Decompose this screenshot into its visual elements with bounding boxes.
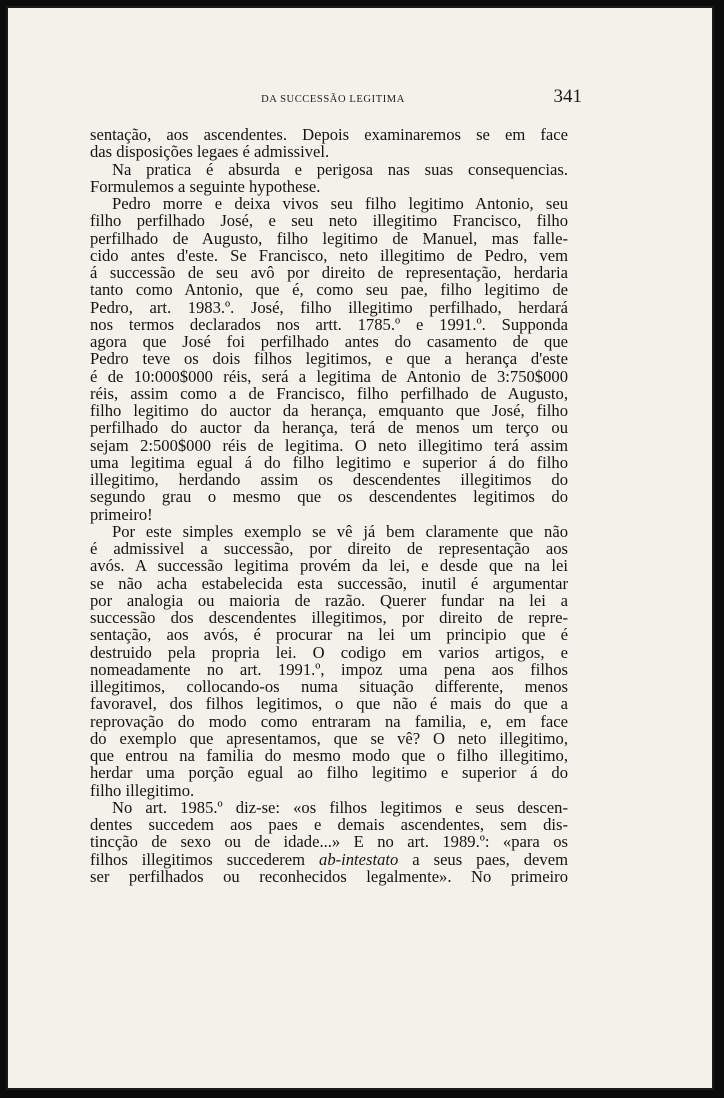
text-line: Pedro, art. 1983.º. José, filho illegitimo perfilhado, herdará	[90, 297, 568, 317]
page-header	[90, 86, 582, 116]
text-line: herdar uma porção egual ao filho legitimo e superior á do	[90, 763, 568, 783]
book-page	[6, 6, 714, 1090]
text-line: sejam 2:500$000 réis de legitima. O neto illegitimo terá assim	[90, 435, 568, 455]
paragraph	[90, 523, 568, 799]
text-line: Pedro teve os dois filhos legitimos, e que a herança d'este	[90, 349, 568, 369]
text-line: favoravel, dos filhos legitimos, o que não é mais do que a	[90, 694, 568, 714]
text-line: avós. A successão legitima provém da lei, e desde que na lei	[90, 556, 568, 576]
text-line: filho illegitimo.	[90, 780, 195, 800]
text-line: Pedro morre e deixa vivos seu filho legitimo Antonio, seu	[112, 194, 568, 213]
paragraph	[90, 161, 568, 196]
text-line: illegitimo, herdando assim os descendentes illegitimos do	[90, 470, 568, 489]
text-line: nomeadamente no art. 1991.º, impoz uma pena aos filhos	[90, 659, 568, 679]
italic-term: ab-intestato	[319, 849, 399, 869]
text-line: Na pratica é absurda e perigosa nas suas consequencias.	[112, 159, 568, 179]
text-line: dentes succedem aos paes e demais ascendentes, sem dis-	[90, 815, 568, 834]
text-line: filho legitimo do auctor da herança, emquanto que José, filho	[90, 401, 568, 420]
text-line: No art. 1985.º diz-se: «os filhos legitimos e seus descen-	[112, 797, 568, 817]
text-segment: filhos illegitimos succederem	[90, 849, 320, 869]
text-line: uma legitima egual á do filho legitimo e superior á do filho	[90, 452, 568, 472]
text-line: tanto como Antonio, que é, como seu pae, filho legitimo de	[90, 280, 568, 300]
page-number: 341	[553, 86, 582, 107]
text-line: destruido pela propria lei. O codigo em varios artigos, e	[90, 642, 568, 662]
text-line: cido antes d'este. Se Francisco, neto illegitimo de Pedro, vem	[90, 245, 568, 265]
text-line: á successão de seu avô por direito de representação, herdaria	[90, 263, 568, 282]
text-line: Por este simples exemplo se vê já bem claramente que não	[112, 521, 568, 541]
text-line-mixed	[90, 851, 568, 868]
text-line: sentação, aos avós, é procurar na lei um principio que é	[90, 625, 568, 645]
text-line: réis, assim como a de Francisco, filho perfilhado de Augusto,	[90, 383, 568, 403]
text-line: segundo grau o mesmo que os descendentes legitimos do	[90, 487, 568, 507]
text-line: successão dos descendentes illegitimos, por direito de repre-	[90, 608, 568, 627]
text-line: se não acha estabelecida esta successão, inutil é argumentar	[90, 573, 568, 593]
text-line: illegitimos, collocando-os numa situação differente, menos	[90, 677, 568, 696]
text-line: que entrou na familia do mesmo modo que o filho illegitimo,	[90, 746, 568, 765]
text-line: ser perfilhados ou reconhecidos legalmente». No primeiro	[90, 866, 568, 886]
paragraph	[90, 799, 568, 885]
text-line: é admissivel a successão, por direito de representação aos	[90, 539, 568, 558]
text-line: perfilhado do auctor da herança, terá de menos um terço ou	[90, 418, 568, 438]
text-line: sentação, aos ascendentes. Depois examinaremos se em face	[90, 125, 568, 144]
paragraph	[90, 195, 568, 523]
text-line: do exemplo que apresentamos, que se vê? O neto illegitimo,	[90, 728, 568, 748]
text-line: Formulemos a seguinte hypothese.	[90, 176, 321, 196]
text-line: é de 10:000$000 réis, será a legitima de Antonio de 3:750$000	[90, 366, 568, 386]
text-line: filho perfilhado José, e seu neto illegitimo Francisco, filho	[90, 211, 568, 231]
text-line: reprovação do modo como entraram na familia, e, em face	[90, 711, 568, 731]
text-line: nos termos declarados nos artt. 1785.º e 1991.º. Supponda	[90, 314, 568, 334]
text-line: das disposições legaes é admissivel.	[90, 142, 330, 162]
paragraph	[90, 126, 568, 161]
text-line: primeiro!	[90, 504, 153, 524]
text-line: perfilhado de Augusto, filho legitimo de Manuel, mas falle-	[90, 228, 568, 248]
text-line: por analogia ou maioria de razão. Querer fundar na lei a	[90, 590, 568, 610]
text-segment: a seus paes, devem	[398, 849, 568, 869]
text-line: tincção de sexo ou de idade...» E no art. 1989.º: «para os	[90, 832, 568, 852]
running-head: DA SUCCESSÃO LEGITIMA	[261, 94, 405, 105]
body-text	[90, 126, 568, 885]
text-line: agora que José foi perfilhado antes do casamento de que	[90, 332, 568, 351]
